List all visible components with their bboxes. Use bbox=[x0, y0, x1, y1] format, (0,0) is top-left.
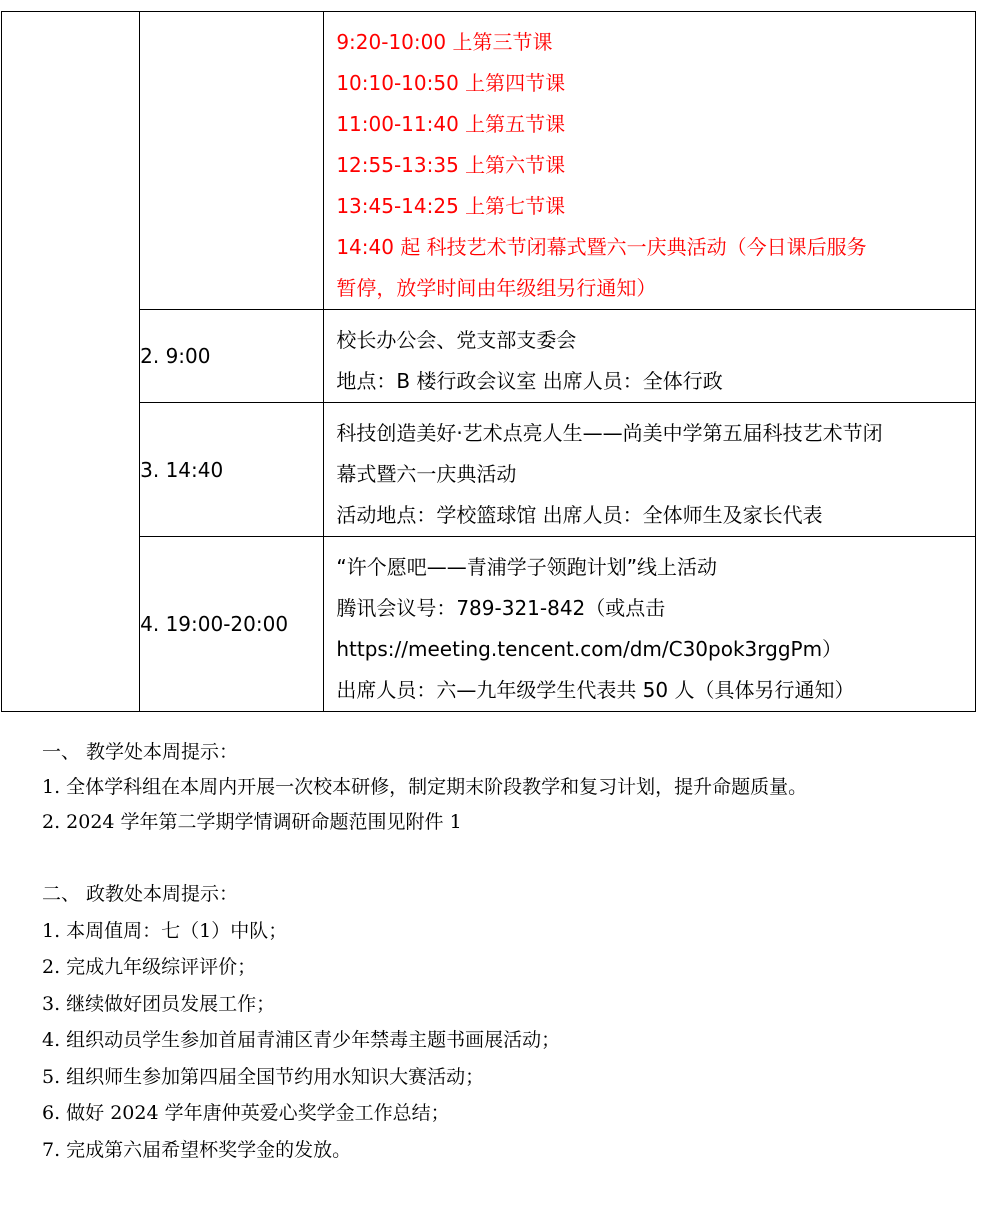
event-line: 腾讯会议号：789-321-842（或点击 bbox=[336, 596, 666, 620]
event-cell bbox=[324, 537, 976, 712]
class-time-line: 10:10-10:50 上第四节课 bbox=[336, 71, 566, 95]
political-item: 3. 继续做好团员发展工作； bbox=[42, 992, 276, 1015]
schedule-row-event bbox=[2, 537, 976, 712]
political-item: 1. 本周值周：七（1）中队； bbox=[42, 919, 288, 942]
afternoon-event-line: 14:40 起 科技艺术节闭幕式暨六一庆典活动（今日课后服务 bbox=[336, 235, 867, 259]
schedule-row-event bbox=[2, 310, 976, 403]
event-line: “许个愿吧——青浦学子领跑计划”线上活动 bbox=[336, 555, 718, 579]
event-line: 校长办公会、党支部支委会 bbox=[336, 328, 577, 352]
political-item: 4. 组织动员学生参加首届青浦区青少年禁毒主题书画展活动； bbox=[42, 1029, 561, 1051]
event-line: 出席人员：六—九年级学生代表共 50 人（具体另行通知） bbox=[336, 678, 855, 702]
event-time: 4. 19:00-20:00 bbox=[140, 537, 324, 712]
day-cell bbox=[2, 12, 140, 712]
political-item: 2. 完成九年级综评评价； bbox=[42, 956, 257, 978]
political-item: 5. 组织师生参加第四届全国节约用水知识大赛活动； bbox=[42, 1065, 485, 1088]
spacer bbox=[42, 840, 942, 876]
class-time-line: 12:55-13:35 上第六节课 bbox=[336, 153, 566, 177]
political-heading: 二、 政教处本周提示： bbox=[42, 883, 239, 905]
teaching-item: 1. 全体学科组在本周内开展一次校本研修，制定期末阶段教学和复习计划，提升命题质量。 bbox=[42, 775, 808, 798]
schedule-table bbox=[1, 11, 976, 712]
teaching-item: 2. 2024 学年第二学期学情调研命题范围见附件 1 bbox=[42, 810, 462, 833]
teaching-heading: 一、 教学处本周提示： bbox=[42, 741, 239, 763]
event-cell bbox=[324, 310, 976, 403]
event-cell-classes bbox=[324, 12, 976, 310]
political-item: 6. 做好 2024 学年唐仲英爱心奖学金工作总结； bbox=[42, 1102, 450, 1124]
event-time: 2. 9:00 bbox=[140, 310, 324, 403]
meeting-link[interactable]: https://meeting.tencent.com/dm/C30pok3rggPm） bbox=[336, 637, 843, 661]
event-line: 科技创造美好·艺术点亮人生——尚美中学第五届科技艺术节闭 bbox=[336, 421, 883, 445]
afternoon-event-line: 暂停，放学时间由年级组另行通知） bbox=[336, 276, 657, 300]
schedule-row-event bbox=[2, 403, 976, 537]
political-item: 7. 完成第六届希望杯奖学金的发放。 bbox=[42, 1138, 352, 1161]
notes-section bbox=[42, 734, 942, 1168]
class-time-line: 9:20-10:00 上第三节课 bbox=[336, 30, 553, 54]
class-time-line: 13:45-14:25 上第七节课 bbox=[336, 194, 566, 218]
event-time: 3. 14:40 bbox=[140, 403, 324, 537]
class-time-line: 11:00-11:40 上第五节课 bbox=[336, 112, 566, 136]
event-line: 活动地点：学校篮球馆 出席人员：全体师生及家长代表 bbox=[336, 503, 823, 527]
time-cell-empty bbox=[140, 12, 324, 310]
event-cell bbox=[324, 403, 976, 537]
event-line: 幕式暨六一庆典活动 bbox=[336, 462, 517, 486]
event-line: 地点：B 楼行政会议室 出席人员：全体行政 bbox=[336, 369, 723, 393]
schedule-row-classes bbox=[2, 12, 976, 310]
